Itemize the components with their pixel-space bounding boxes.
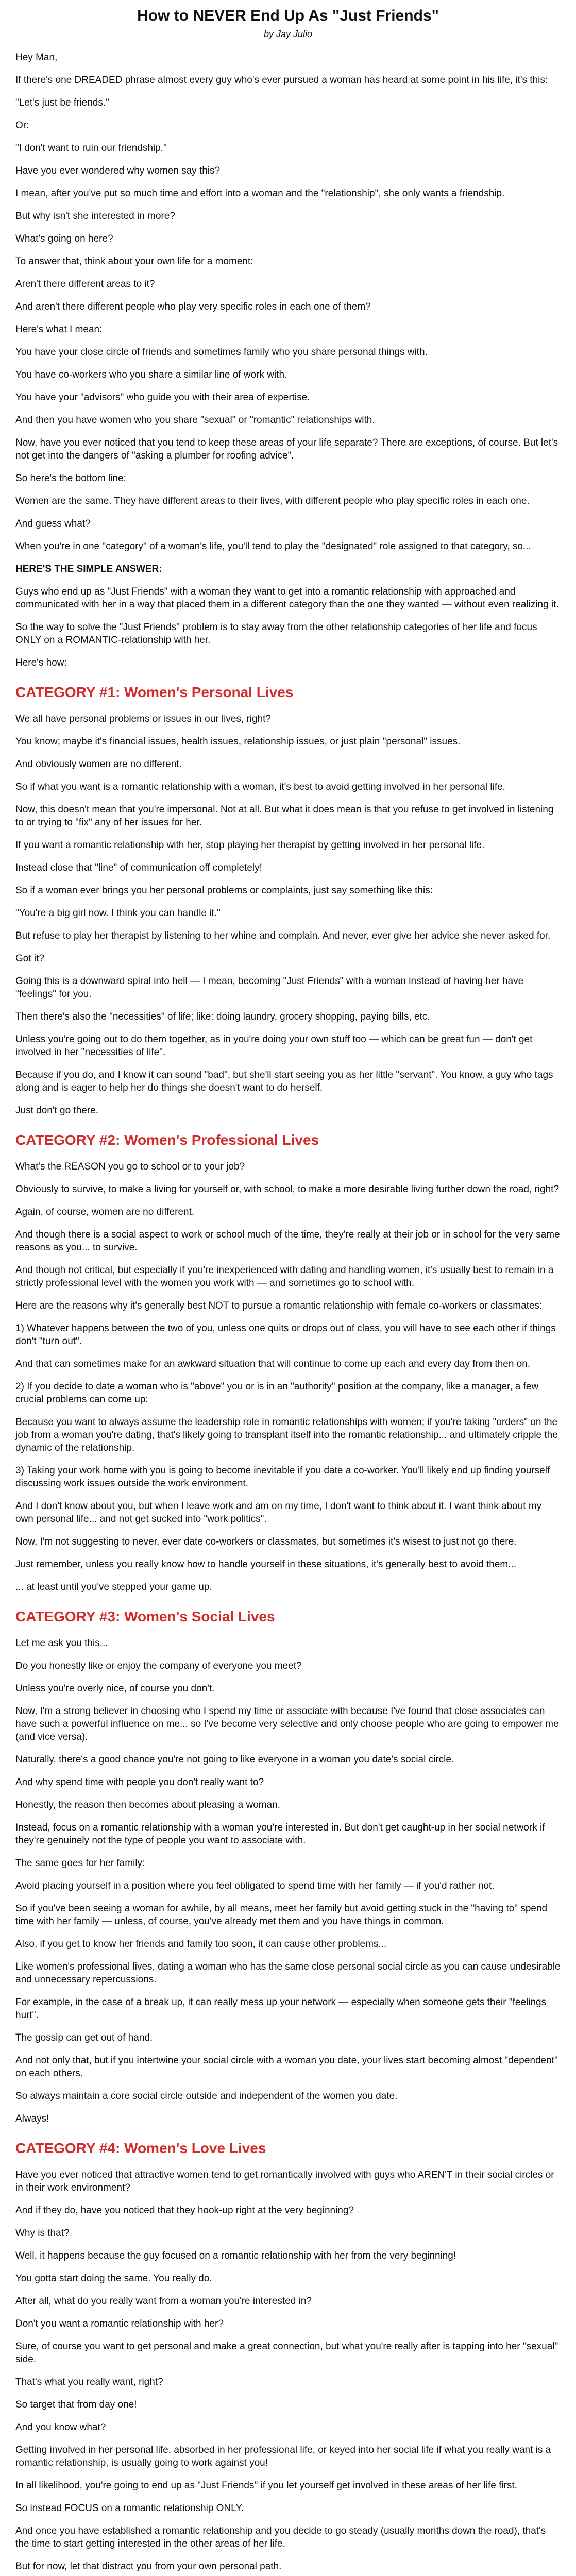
paragraph: You have co-workers who you share a similar line of work with. bbox=[15, 369, 287, 380]
paragraph: And though there is a social aspect to work or school much of the time, they're really at their job or in school for the very same reasons as you... to survive. bbox=[15, 1229, 560, 1253]
paragraph: Well, it happens because the guy focused on a romantic relationship with her from the very beginning! bbox=[15, 2250, 456, 2261]
section-heading: HERE'S THE SIMPLE ANSWER: bbox=[15, 564, 162, 574]
paragraph: We all have personal problems or issues in our lives, right? bbox=[15, 714, 271, 724]
paragraph: That's what you really want, right? bbox=[15, 2377, 163, 2387]
paragraph: Women are the same. They have different areas to their lives, with different people who play specific roles in each one. bbox=[15, 496, 530, 506]
paragraph: And guess what? bbox=[15, 518, 91, 529]
paragraph: And then you have women who you share "sexual" or "romantic" relationships with. bbox=[15, 415, 375, 426]
paragraph: And once you have established a romantic relationship and you decide to go steady (usually months down the road), that's the time to start getting interested in the other areas of her life. bbox=[15, 2526, 546, 2549]
article-byline: by Jay Julio bbox=[263, 29, 313, 39]
paragraph: If you want a romantic relationship with her, stop playing her therapist by getting involved in her personal life. bbox=[15, 840, 485, 851]
paragraph: Here's what I mean: bbox=[15, 324, 103, 335]
paragraph: And why spend time with people you don't really want to? bbox=[15, 1777, 264, 1788]
paragraph: So always maintain a core social circle outside and independent of the women you date. bbox=[15, 2091, 398, 2102]
paragraph: Instead close that "line" of communication off completely! bbox=[15, 862, 262, 873]
paragraph: 3) Taking your work home with you is going to become inevitable if you date a co-worker. You'll likely end up finding yourself discussing work issues outside the work environment. bbox=[15, 1465, 550, 1489]
paragraph: Let me ask you this... bbox=[15, 1638, 108, 1649]
paragraph: Because you want to always assume the leadership role in romantic relationships with women; if you're taking "orders" on the job from a woman you're dating, that's likely going to transplant itself into the romantic relationship... and ultimately cripple the dynamic of the relationship. bbox=[15, 1417, 558, 1453]
paragraph: Getting involved in her personal life, absorbed in her professional life, or keyed into her social life if what you really want is a romantic relationship, is usually going to work against you! bbox=[15, 2445, 551, 2468]
paragraph: Just remember, unless you really know how to handle yourself in these situations, it's generally best to avoid them... bbox=[15, 1559, 517, 1570]
paragraph: Instead, focus on a romantic relationship with a woman you're interested in. But don't get caught-up in her social network if they're genuinely not the type of people you want to associate with. bbox=[15, 1822, 545, 1846]
paragraph: Again, of course, women are no different. bbox=[15, 1207, 195, 1217]
paragraph: If there's one DREADED phrase almost every guy who's ever pursued a woman has heard at some point in his life, it's this: bbox=[15, 75, 548, 86]
paragraph: Going this is a downward spiral into hell — I mean, becoming "Just Friends" with a woman instead of having her have "feelings" for you. bbox=[15, 976, 524, 999]
article-title: How to NEVER End Up As "Just Friends" bbox=[137, 7, 439, 24]
paragraph: "I don't want to ruin our friendship." bbox=[15, 143, 167, 154]
paragraph: Don't you want a romantic relationship with her? bbox=[15, 2318, 224, 2329]
category-heading: CATEGORY #2: Women's Professional Lives bbox=[15, 1132, 319, 1148]
paragraph: Why is that? bbox=[15, 2228, 70, 2239]
paragraph: Naturally, there's a good chance you're not going to like everyone in a woman you date's social circle. bbox=[15, 1754, 454, 1765]
paragraph: But refuse to play her therapist by listening to her whine and complain. And never, ever give her advice she never asked for. bbox=[15, 930, 551, 941]
paragraph: Just don't go there. bbox=[15, 1105, 99, 1116]
paragraph: Now, I'm not suggesting to never, ever date co-workers or classmates, but sometimes it's wisest to just not go there. bbox=[15, 1536, 517, 1547]
paragraph: Always! bbox=[15, 2113, 49, 2124]
paragraph: What's going on here? bbox=[15, 233, 113, 244]
paragraph: I mean, after you've put so much time and effort into a woman and the "relationship", she only wants a friendship. bbox=[15, 188, 505, 199]
paragraph: Do you honestly like or enjoy the company of everyone you meet? bbox=[15, 1660, 302, 1671]
paragraph: Then there's also the "necessities" of life; like: doing laundry, grocery shopping, paying bills, etc. bbox=[15, 1011, 430, 1022]
paragraph: You know; maybe it's financial issues, health issues, relationship issues, or just plain "personal" issues. bbox=[15, 736, 461, 747]
paragraph: Sure, of course you want to get personal and make a great connection, but what you're really after is tapping into her "sexual" side. bbox=[15, 2341, 558, 2365]
paragraph: 1) Whatever happens between the two of you, unless one quits or drops out of class, you will have to see each other if things don't "turn out". bbox=[15, 1323, 556, 1347]
paragraph: Unless you're going out to do them together, as in you're doing your own stuff too — which can be great fun — don't get involved in her "necessities of life". bbox=[15, 1034, 533, 1058]
category-heading: CATEGORY #4: Women's Love Lives bbox=[15, 2140, 266, 2156]
paragraph: And that can sometimes make for an awkward situation that will continue to come up each and every day from then on. bbox=[15, 1359, 531, 1369]
paragraph: And aren't there different people who play very specific roles in each one of them? bbox=[15, 301, 371, 312]
paragraph: Unless you're overly nice, of course you don't. bbox=[15, 1683, 215, 1694]
paragraph: When you're in one "category" of a woman's life, you'll tend to play the "designated" role assigned to that category, so... bbox=[15, 541, 531, 552]
paragraph: 2) If you decide to date a woman who is "above" you or is in an "authority" position at the company, like a manager, a few crucial problems can come up: bbox=[15, 1381, 539, 1405]
paragraph: But for now, let that distract you from your own personal path. bbox=[15, 2561, 282, 2572]
paragraph: The gossip can get out of hand. bbox=[15, 2032, 153, 2043]
paragraph: So instead FOCUS on a romantic relationship ONLY. bbox=[15, 2503, 244, 2514]
paragraph: Because if you do, and I know it can sound "bad", but she'll start seeing you as her little "servant". You know, a guy who tags along and is eager to help her do things she doesn't want to do herself. bbox=[15, 1070, 553, 1093]
paragraph: The same goes for her family: bbox=[15, 1858, 145, 1869]
paragraph: Have you ever noticed that attractive women tend to get romantically involved with guys who AREN'T in their social circles or in their work environment? bbox=[15, 2170, 554, 2193]
paragraph: In all likelihood, you're going to end up as "Just Friends" if you let yourself get involved in these areas of her life first. bbox=[15, 2480, 517, 2491]
paragraph: Also, if you get to know her friends and family too soon, it can cause other problems... bbox=[15, 1939, 387, 1950]
paragraph: And not only that, but if you intertwine your social circle with a woman you date, your lives start becoming almost "dependent" on each others. bbox=[15, 2055, 558, 2079]
paragraph: Or: bbox=[15, 120, 29, 131]
paragraph: So if you've been seeing a woman for awhile, by all means, meet her family but avoid getting stuck in the "having to" spend time with her family — unless, of course, you've already met them and you have things in common. bbox=[15, 1903, 548, 1927]
paragraph: What's the REASON you go to school or to your job? bbox=[15, 1161, 245, 1172]
paragraph: And obviously women are no different. bbox=[15, 759, 182, 770]
paragraph: Hey Man, bbox=[15, 52, 58, 63]
paragraph: Got it? bbox=[15, 953, 44, 964]
paragraph: To answer that, think about your own life for a moment: bbox=[15, 256, 253, 267]
paragraph: Now, I'm a strong believer in choosing who I spend my time or associate with because I've found that close associates can have such a powerful influence on me... so I've become very selective and only choose people who are going to empower me (and vice versa). bbox=[15, 1706, 559, 1742]
paragraph: But why isn't she interested in more? bbox=[15, 211, 175, 222]
article-body bbox=[15, 51, 561, 2576]
paragraph: ... at least until you've stepped your game up. bbox=[15, 1582, 212, 1592]
paragraph: So if a woman ever brings you her personal problems or complaints, just say something like this: bbox=[15, 885, 433, 896]
paragraph: "You're a big girl now. I think you can handle it." bbox=[15, 908, 221, 919]
paragraph: You have your close circle of friends and sometimes family who you share personal things with. bbox=[15, 347, 428, 358]
paragraph: Here's how: bbox=[15, 657, 67, 668]
paragraph: Now, this doesn't mean that you're impersonal. Not at all. But what it does mean is that you refuse to get involved in listening to or trying to "fix" any of her issues for her. bbox=[15, 804, 554, 828]
paragraph: Honestly, the reason then becomes about pleasing a woman. bbox=[15, 1800, 281, 1810]
paragraph: So if what you want is a romantic relationship with a woman, it's best to avoid getting involved in her personal life. bbox=[15, 782, 505, 792]
paragraph: Have you ever wondered why women say this? bbox=[15, 165, 221, 176]
paragraph: Like women's professional lives, dating a woman who has the same close personal social circle as you can cause undesirable and unnecessary repercussions. bbox=[15, 1961, 561, 1985]
category-heading: CATEGORY #1: Women's Personal Lives bbox=[15, 684, 294, 700]
paragraph: So here's the bottom line: bbox=[15, 473, 126, 484]
paragraph: You gotta start doing the same. You really do. bbox=[15, 2273, 212, 2284]
paragraph: And though not critical, but especially if you're inexperienced with dating and handling women, it's usually best to remain in a strictly professional level with the women you work with — and sometimes go to school with. bbox=[15, 1265, 554, 1289]
paragraph: And you know what? bbox=[15, 2422, 106, 2433]
paragraph: Avoid placing yourself in a position where you feel obligated to spend time with her family — if you'd rather not. bbox=[15, 1880, 495, 1891]
paragraph: So the way to solve the "Just Friends" problem is to stay away from the other relationship categories of her life and focus ONLY on a ROMANTIC-relationship with her. bbox=[15, 622, 537, 646]
paragraph: So target that from day one! bbox=[15, 2399, 137, 2410]
paragraph: And I don't know about you, but when I leave work and am on my time, I don't want to think about it. I want think about my own personal life... and not get sucked into "work politics". bbox=[15, 1501, 542, 1524]
paragraph: Obviously to survive, to make a living for yourself or, with school, to make a more desirable living further down the road, right? bbox=[15, 1184, 559, 1195]
category-heading: CATEGORY #3: Women's Social Lives bbox=[15, 1608, 275, 1624]
paragraph: "Let's just be friends." bbox=[15, 97, 109, 108]
paragraph: For example, in the case of a break up, it can really mess up your network — especially when someone gets their "feelings hurt". bbox=[15, 1997, 547, 2021]
paragraph: You have your "advisors" who guide you with their area of expertise. bbox=[15, 392, 310, 403]
paragraph: After all, what do you really want from a woman you're interested in? bbox=[15, 2296, 312, 2307]
paragraph: And if they do, have you noticed that they hook-up right at the very beginning? bbox=[15, 2205, 354, 2216]
paragraph: Guys who end up as "Just Friends" with a woman they want to get into a romantic relationship with approached and communicated with her in a way that placed them in a different category than the one they wanted — without even realizing it. bbox=[15, 586, 559, 610]
paragraph: Aren't there different areas to it? bbox=[15, 279, 155, 290]
paragraph: Now, have you ever noticed that you tend to keep these areas of your life separate? There are exceptions, of course. But let's not get into the dangers of "asking a plumber for roofing advice". bbox=[15, 437, 558, 461]
paragraph: Here are the reasons why it's generally best NOT to pursue a romantic relationship with female co-workers or classmates: bbox=[15, 1300, 543, 1311]
